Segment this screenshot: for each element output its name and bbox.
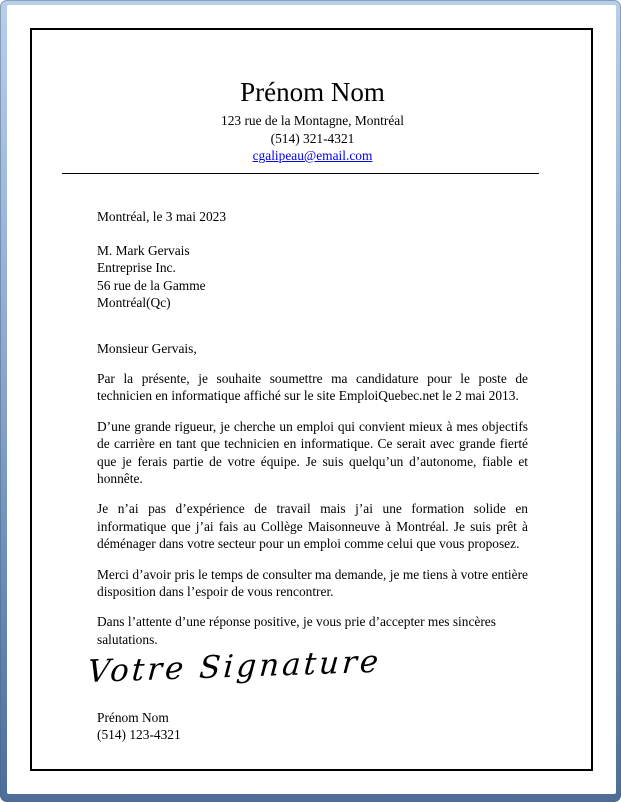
- sender-address: 123 rue de la Montagne, Montréal: [221, 113, 404, 128]
- body-paragraph-3: Je n’ai pas d’expérience de travail mais j’ai une formation solide en informatique que j’ai fais au Collège Maisonneuve à Montréal. Je suis prêt à déménager dans votre secteur pour un emploi comme celui que vous proposez.: [97, 501, 528, 552]
- letter-page: [7, 5, 616, 794]
- closing-block: [97, 709, 528, 744]
- recipient-company: Entreprise Inc.: [97, 260, 176, 276]
- closing-name: Prénom Nom: [97, 709, 169, 725]
- body-paragraph-4: Merci d’avoir pris le temps de consulter ma demande, je me tiens à votre entière disposition dans l’espoir de vous rencontrer.: [97, 566, 528, 599]
- recipient-block: [97, 242, 528, 312]
- letter-content: [34, 32, 589, 767]
- header-divider-rule: [62, 173, 539, 174]
- date-line: Montréal, le 3 mai 2023: [97, 208, 227, 224]
- body-paragraph-1: Par la présente, je souhaite soumettre ma candidature pour le poste de technicien en informatique affiché sur le site EmploiQuebec.net le 2 mai 2013.: [97, 370, 528, 404]
- sender-phone: (514) 321-4321: [270, 130, 355, 146]
- sender-email-link[interactable]: cgalipeau@email.com: [252, 148, 373, 163]
- body-paragraph-5: Dans l’attente d’une réponse positive, je vous prie d’accepter mes sincères salutations.: [97, 614, 496, 647]
- recipient-name: M. Mark Gervais: [97, 242, 190, 258]
- closing-phone: (514) 123-4321: [97, 727, 181, 743]
- recipient-street: 56 rue de la Gamme: [97, 277, 206, 293]
- body-paragraph-2: D’une grande rigueur, je cherche un emploi qui convient mieux à mes objectifs de carrière en tant que technicien en informatique. Ce serait avec grande fierté que je ferais partie de votre équipe. Je suis quelqu’un d’autonome, fiable et honnête.: [97, 418, 528, 486]
- document-box-border: [30, 28, 593, 771]
- sender-name: Prénom Nom: [240, 77, 385, 107]
- letter-head: [97, 77, 528, 165]
- handwritten-signature: Votre Signature: [86, 643, 383, 691]
- salutation: Monsieur Gervais,: [97, 340, 197, 356]
- recipient-city: Montréal(Qc): [97, 295, 171, 311]
